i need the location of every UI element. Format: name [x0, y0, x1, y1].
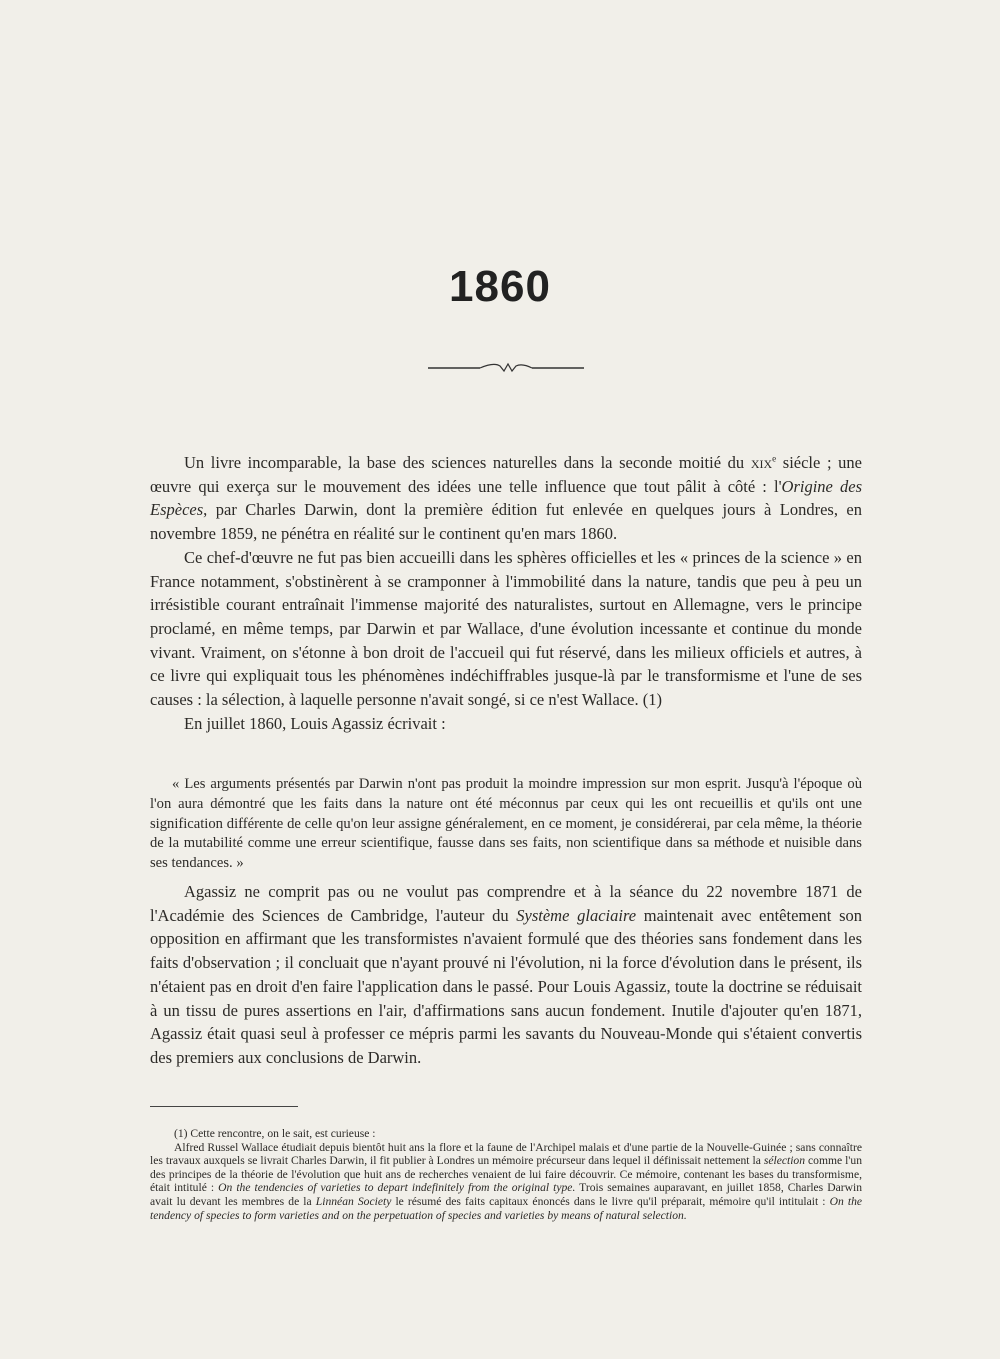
body-text-lower [150, 880, 862, 1070]
footnote-divider [150, 1106, 298, 1107]
book-title: Système glaciaire [516, 905, 637, 925]
footnote-intro: (1) Cette rencontre, on le sait, est curieuse : [174, 1127, 376, 1140]
memoir-title: On the tendencies of varieties to depart indefinitely from the original type. [218, 1181, 576, 1195]
agassiz-quote [150, 775, 862, 874]
paragraph-3: En juillet 1860, Louis Agassiz écrivait : [184, 713, 446, 733]
chapter-year-heading: 1860 [449, 262, 551, 311]
society-name: Linnéan Society [315, 1194, 392, 1208]
paragraph-4: Agassiz ne comprit pas ou ne voulut pas comprendre et à la séance du 22 novembre 1871 de l'Académie des Sciences de Cambridge, l'auteur du Système glaciaire maintenait avec entêtement son opposition en affirmant que les transformistes n'avaient formulé que des théories sans fondement dans les faits d'observation ; il concluait que n'ayant prouvé ni l'évolution, ni la force d'évolution dans le présent, ils n'étaient pas en droit d'en faire l'application dans le passé. Pour Louis Agassiz, toute la doctrine se réduisait à un tissu de pures assertions en l'air, d'affirmations sans aucun fondement. Inutile d'ajouter qu'en 1871, Agassiz était quasi seul à professer ce mépris parmi les savants du Nouveau-Monde qui s'étaient convertis des premiers aux conclusions de Darwin. [150, 882, 862, 1067]
footnote-body: Alfred Russel Wallace étudiait depuis bientôt huit ans la flore et la faune de l'Archipel malais et d'une partie de la Nouvelle-Guinée ; sans connaître les travaux auxquels se livrait Charles Darwin, il fit publier à Londres un mémoire précurseur dans lequel il définissait nettement la sélection comme l'un des principes de la théorie de l'évolution que huit ans de recherches venaient de lui faire découvrir. Ce mémoire, contenant les bases du transformisme, était intitulé : On the tendencies of varieties to depart indefinitely from the original type. Trois semaines auparavant, en juillet 1858, Charles Darwin avait lu devant les membres de la Linnéan Society le résumé des faits capitaux énoncés dans le livre qu'il préparait, mémoire qu'il intitulait : On the tendency of species to form varieties and on the perpetuation of species and varieties by means of natural selection. [150, 1140, 863, 1222]
body-text-upper [150, 451, 862, 735]
book-title: Origine des Espèces [150, 476, 862, 520]
quote-text: « Les arguments présentés par Darwin n'ont pas produit la moindre impression sur mon esprit. Jusqu'à l'époque où l'on aura démontré que les faits dans la nature ont été méconnus par ceux qui les ont recueillis et qu'ils ont une signification différente de celle qu'on leur assigne généralement, en ce moment, je considérerai, par cela même, la théorie de la mutabilité comme une erreur scientifique, fausse dans ses faits, non scientifique dans sa méthode et nuisible dans ses tendances. » [150, 776, 862, 872]
decorative-divider [428, 358, 584, 376]
footnote [150, 1127, 862, 1222]
paragraph-2: Ce chef-d'œuvre ne fut pas bien accueilli dans les sphères officielles et les « princes de la science » en France notamment, s'obstinèrent à se cramponner à l'immobilité dans la nature, tandis que peu à peu un irrésistible courant entraînait l'immense majorité des naturalistes, surtout en Allemagne, vers le principe proclamé, en même temps, par Darwin et par Wallace, d'une évolution incessante et continue du monde vivant. Vraiment, on s'étonne à bon droit de l'accueil qui fut réservé, dans les milieux officiels et autres, à ce livre qui expliquait tous les phénomènes indéchiffrables jusque-là par le transformisme et l'une de ses causes : la sélection, à laquelle personne n'avait songé, si ce n'est Wallace. (1) [150, 547, 862, 710]
paragraph-1: Un livre incomparable, la base des sciences naturelles dans la seconde moitié du xix$^e$ siécle ; une œuvre qui exerça sur le mouvement des idées une telle influence que tout pâlit à côté : l'Origine des Espèces, par Charles Darwin, dont la première édition fut enlevée en quelques jours à Londres, en novembre 1859, ne pénétra en réalité sur le continent qu'en mars 1860. [150, 453, 863, 544]
memoir-title: On the tendency of species to form varieties and on the perpetuation of species and varieties by means of natural selection. [150, 1194, 863, 1222]
